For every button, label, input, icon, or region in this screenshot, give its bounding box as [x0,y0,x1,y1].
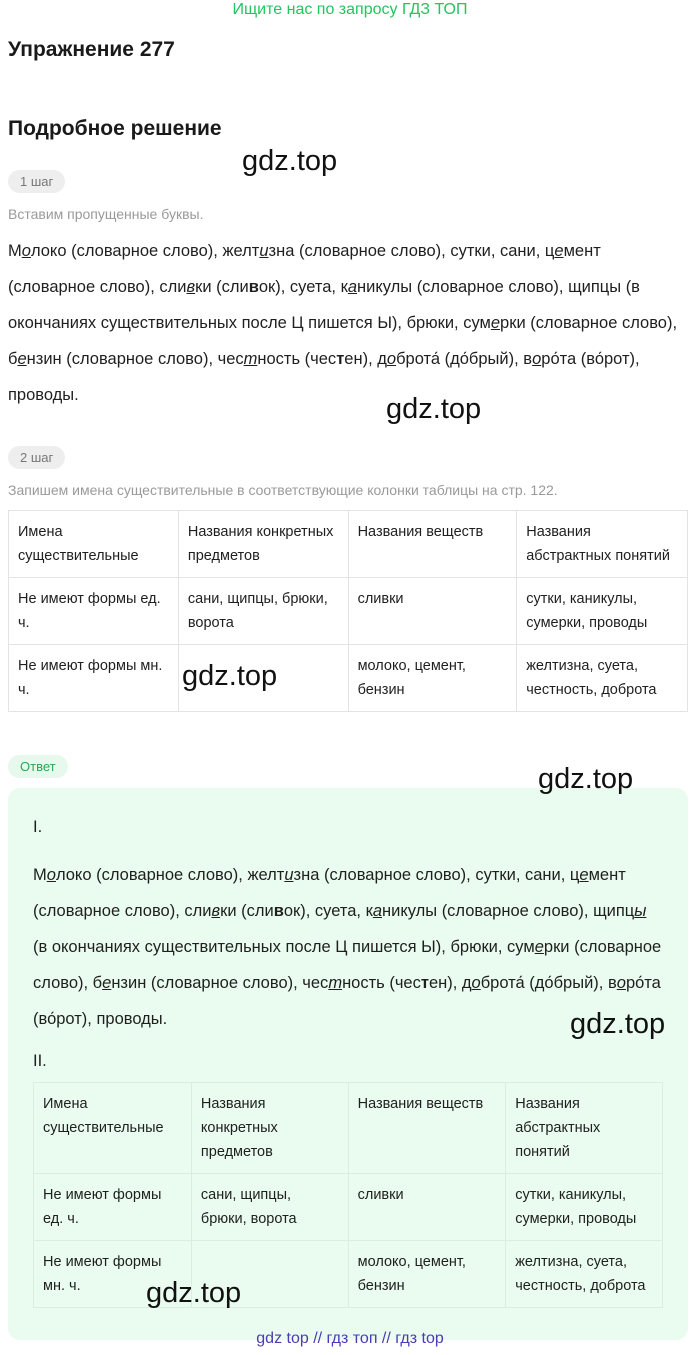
inserted-letter: е [490,314,501,332]
text-segment: локо (словарное слово), желт [55,866,285,884]
answer-part-2-label: II. [33,1052,47,1070]
table-cell: Названия абстрактных понятий [506,1083,663,1174]
step-2-badge: 2 шаг [8,446,65,469]
watermark: gdz.top [386,393,482,425]
inserted-letter: и [284,866,294,884]
step-2-hint: Запишем имена существительные в соответствующие колонки таблицы на стр. 122. [8,482,558,498]
table-cell: сутки, каникулы, сумерки, проводы [517,578,688,645]
text-segment: брота́ (до́брый), в [396,350,533,368]
table-row [9,511,688,578]
inserted-letter: е [579,866,589,884]
check-letter: в [273,902,284,920]
table-cell: сани, щипцы, брюки, ворота [178,578,348,645]
text-segment: мент (словарное слово), сли [8,242,601,296]
text-segment: зна (словарное слово), сутки, сани, ц [268,242,555,260]
inserted-letter: ы [634,902,647,920]
inserted-letter: е [102,974,112,992]
text-segment: никулы (словарное слово), щипц [382,902,635,920]
step-1-text [8,233,692,413]
watermark: gdz.top [538,763,634,795]
nouns-table [8,510,688,712]
text-segment: никулы (словарное слово), щипцы (в окончаниях существительных после Ц пишется Ы), брюки, сум [8,278,640,332]
watermark: gdz.top [182,660,278,692]
table-cell: Названия конкретных предметов [191,1083,348,1174]
check-letter: в [248,278,259,296]
table-row [34,1083,663,1174]
table-cell: молоко, цемент, бензин [348,1241,506,1308]
text-segment: ность (чес [342,974,421,992]
inserted-letter: т [243,350,258,368]
step-1-hint: Вставим пропущенные буквы. [8,206,204,222]
page-title: Упражнение 277 [8,38,175,61]
answer-table [33,1082,663,1308]
table-cell: сливки [348,1174,506,1241]
table-cell: Названия абстрактных понятий [517,511,688,578]
answer-part-1-label: I. [33,818,43,836]
table-cell: Названия веществ [348,1083,506,1174]
step-1-badge: 1 шаг [8,170,65,193]
inserted-letter: о [46,866,56,884]
text-segment: рки (словарное слово), б [33,938,662,992]
table-cell: Названия веществ [348,511,517,578]
text-segment: рки (словарное слово), б [8,314,678,368]
text-segment: М [33,866,47,884]
text-segment: локо (словарное слово), желт [30,242,260,260]
inserted-letter: о [532,350,542,368]
table-cell: Названия конкретных предметов [178,511,348,578]
footer-links[interactable]: gdz top // гдз топ // гдз top [256,1330,444,1347]
text-segment: ен), д [344,350,387,368]
inserted-letter: а [347,278,357,296]
check-letter: т [336,350,345,368]
check-letter: т [420,974,429,992]
inserted-letter: о [386,350,397,368]
inserted-letter: и [259,242,269,260]
text-segment: М [8,242,22,260]
inserted-letter: о [616,974,626,992]
text-segment: нзин (словарное слово), чес [111,974,329,992]
text-segment: ок), суета, к [258,278,348,296]
text-segment: ность (чес [257,350,337,368]
text-segment: ро́та (во́рот), проводы. [8,350,640,404]
table-cell: Не имеют формы ед. ч. [9,578,179,645]
table-row [9,645,688,712]
table-cell: желтизна, суета, честность, доброта [517,645,688,712]
inserted-letter: е [17,350,27,368]
answer-badge: Ответ [8,755,68,778]
text-segment: (в окончаниях существительных после Ц пишется Ы), брюки, сум [33,938,535,956]
table-cell: желтизна, суета, честность, доброта [506,1241,663,1308]
promo-banner[interactable]: Ищите нас по запросу ГДЗ ТОП [232,1,468,18]
table-row [34,1241,663,1308]
text-segment: зна (словарное слово), сутки, сани, ц [293,866,580,884]
section-title: Подробное решение [8,117,222,140]
table-cell: Не имеют формы ед. ч. [34,1174,192,1241]
watermark: gdz.top [146,1277,242,1309]
table-cell: молоко, цемент, бензин [348,645,517,712]
table-cell: сутки, каникулы, сумерки, проводы [506,1174,663,1241]
inserted-letter: в [186,278,196,296]
table-cell: Не имеют формы мн. ч. [9,645,179,712]
inserted-letter: е [534,938,544,956]
watermark: gdz.top [242,145,338,177]
text-segment: ен), д [428,974,472,992]
table-cell: Имена существительные [9,511,179,578]
table-cell: сливки [348,578,517,645]
text-segment: ки (сли [220,902,274,920]
inserted-letter: т [328,974,343,992]
text-segment: брота́ (до́брый), в [480,974,617,992]
inserted-letter: о [21,242,31,260]
text-segment: мент (словарное слово), сли [33,866,626,920]
table-cell: сани, щипцы, брюки, ворота [191,1174,348,1241]
inserted-letter: а [372,902,382,920]
inserted-letter: в [211,902,221,920]
text-segment: нзин (словарное слово), чес [26,350,244,368]
table-row [9,578,688,645]
text-segment: ро́та (во́рот), проводы. [33,974,661,1028]
table-row [34,1174,663,1241]
answer-text [33,857,663,1037]
watermark: gdz.top [570,1008,666,1040]
table-cell: Не имеют формы мн. ч. [34,1241,192,1308]
text-segment: ки (сли [195,278,249,296]
table-cell: Имена существительные [34,1083,192,1174]
inserted-letter: е [554,242,564,260]
text-segment: ок), суета, к [283,902,373,920]
inserted-letter: о [471,974,481,992]
